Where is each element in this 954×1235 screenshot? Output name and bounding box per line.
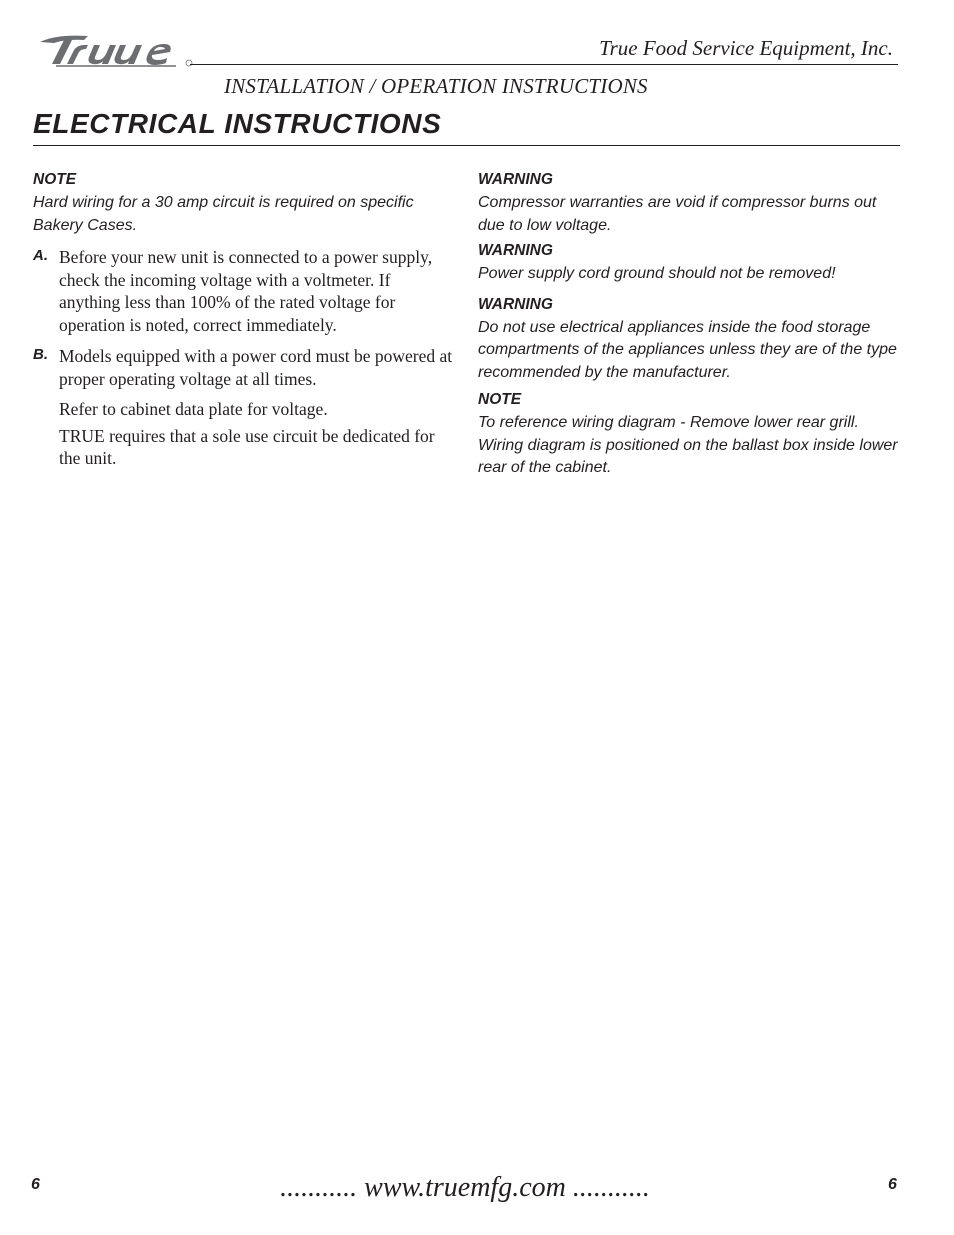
item-text: Before your new unit is connected to a power supply, check the incoming voltage with a voltmeter. If anything less than 100% of the rated voltage for operation is noted, correct immediately. [59,247,433,335]
note-label: NOTE [33,171,77,188]
dedicated-circuit-text: TRUE requires that a sole use circuit be dedicated for the unit. [59,425,435,468]
warning-label: WARNING [478,242,553,259]
item-letter: A. [33,247,48,264]
note-label: NOTE [478,391,522,408]
warning-text: Do not use electrical appliances inside the food storage compartments of the appliances unless they are of the type recommended by the manufacturer. [478,318,897,381]
warning-label: WARNING [478,295,553,313]
voltage-reference-text: Refer to cabinet data plate for voltage. [59,399,328,419]
document-subtitle: INSTALLATION / OPERATION INSTRUCTIONS [224,74,648,98]
note-text: To reference wiring diagram - Remove lower rear grill. Wiring diagram is positioned on the ballast box inside lower rear of the cabinet. [478,414,898,476]
website-url: ........... www.truemfg.com ........... [280,1172,650,1203]
note-text: Hard wiring for a 30 amp circuit is required on specific Bakery Cases. [33,194,414,234]
page-number-left: 6 [31,1176,40,1193]
section-title: ELECTRICAL INSTRUCTIONS [33,108,442,139]
instruction-item-b [33,345,453,390]
instruction-item-a [33,246,453,336]
item-text: Models equipped with a power cord must be powered at proper operating voltage at all times. [59,346,453,389]
warning-text: Power supply cord ground should not be removed! [478,265,836,282]
warning-label: WARNING [478,171,553,188]
right-column [478,170,903,480]
left-column [33,170,453,470]
header-divider [190,64,898,65]
title-divider [33,145,900,146]
warning-text: Compressor warranties are void if compressor burns out due to low voltage. [478,194,877,234]
item-letter: B. [33,346,48,363]
page-number-right: 6 [888,1176,897,1193]
company-name: True Food Service Equipment, Inc. [599,36,893,60]
true-logo [36,30,194,70]
